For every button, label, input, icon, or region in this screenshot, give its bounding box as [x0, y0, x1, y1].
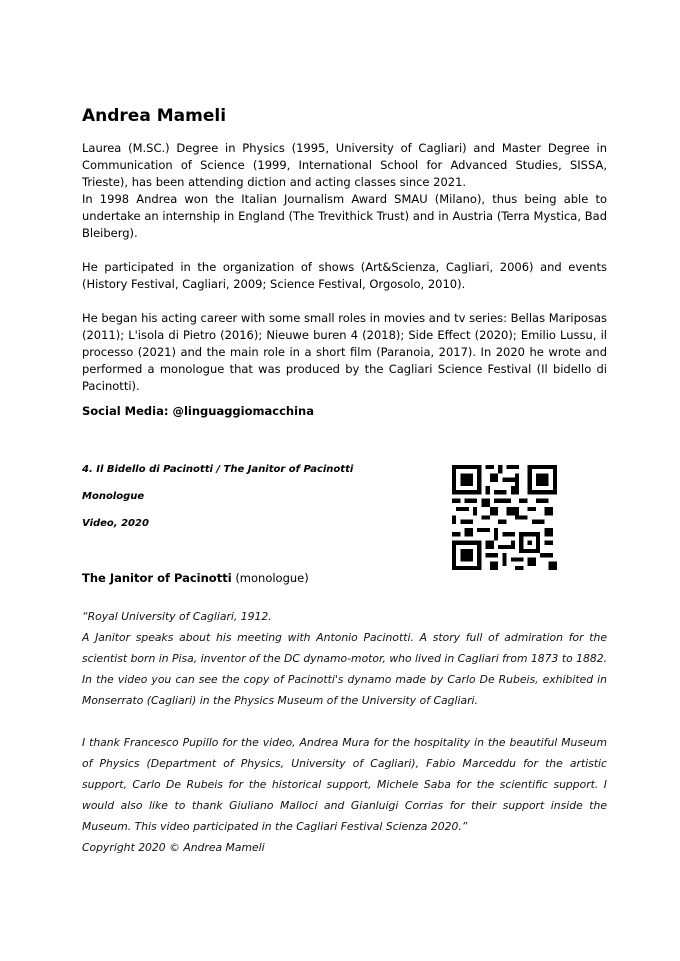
- work-genre: Monologue: [82, 491, 145, 502]
- social-media-label: Social Media:: [82, 404, 169, 418]
- copyright-notice: Copyright 2020 © Andrea Mameli: [82, 841, 265, 854]
- description-story: A Janitor speaks about his meeting with Antonio Pacinotti. A story full of admiration for the scientist born in Pisa, inventor of the DC dynamo-motor, who lived in Cagliari from 1873 to 1882. In the video you can see the copy of Pacinotti's dynamo made by Carlo De Rubeis, exhibited in Monserrato (Cagliari) in the Physics Museum of the University of Cagliari.: [82, 631, 608, 707]
- page-title: Andrea Mameli: [82, 106, 227, 126]
- bio-paragraph-acting: He began his acting career with some small roles in movies and tv series: Bellas Mariposas (2011); L'isola di Pietro (2016); Nieuwe buren 4 (2018); Side Effect (2020); Emilio Lussu, il processo (2021) and the main role in a short film (Paranoia, 2017). In 2020 he wrote and performed a monologue that was produced by the Cagliari Science Festival (Il bidello di Pacinotti).: [82, 311, 607, 393]
- qr-code: [452, 465, 557, 570]
- work-description: [82, 606, 607, 858]
- social-media-handle: @linguaggiomacchina: [172, 404, 314, 418]
- social-media-line: [82, 403, 607, 420]
- work-subtitle: (monologue): [235, 571, 309, 585]
- bio-paragraph-award: In 1998 Andrea won the Italian Journalism Award SMAU (Milano), thus being able to undertake an internship in England (The Trevithick Trust) and in Austria (Terra Mystica, Bad Bleiberg).: [82, 192, 607, 240]
- bio-section: [82, 140, 607, 420]
- bio-paragraph-education: Laurea (M.SC.) Degree in Physics (1995, University of Cagliari) and Master Degree in Communication of Science (1999, International School for Advanced Studies, SISSA, Trieste), has been attending diction and acting classes since 2021.: [82, 141, 607, 189]
- work-format: Video, 2020: [82, 518, 149, 529]
- description-opening: “Royal University of Cagliari, 1912.: [82, 610, 272, 623]
- description-acknowledgments: I thank Francesco Pupillo for the video, Andrea Mura for the hospitality in the beautiful Museum of Physics (Department of Physics, University of Cagliari), Fabio Marceddu for the artistic support, Carlo De Rubeis for the historical support, Michele Saba for the scientific support. I would also like to thank Giuliano Malloci and Gianluigi Corrias for their support inside the Museum. This video participated in the Cagliari Festival Scienza 2020.”: [82, 736, 607, 833]
- work-heading: 4. Il Bidello di Pacinotti / The Janitor of Pacinotti: [82, 464, 354, 475]
- work-title: The Janitor of Pacinotti: [82, 571, 232, 585]
- bio-paragraph-organization: He participated in the organization of shows (Art&Scienza, Cagliari, 2006) and events (History Festival, Cagliari, 2009; Science Festival, Orgosolo, 2010).: [82, 260, 607, 291]
- work-title-line: [82, 571, 309, 585]
